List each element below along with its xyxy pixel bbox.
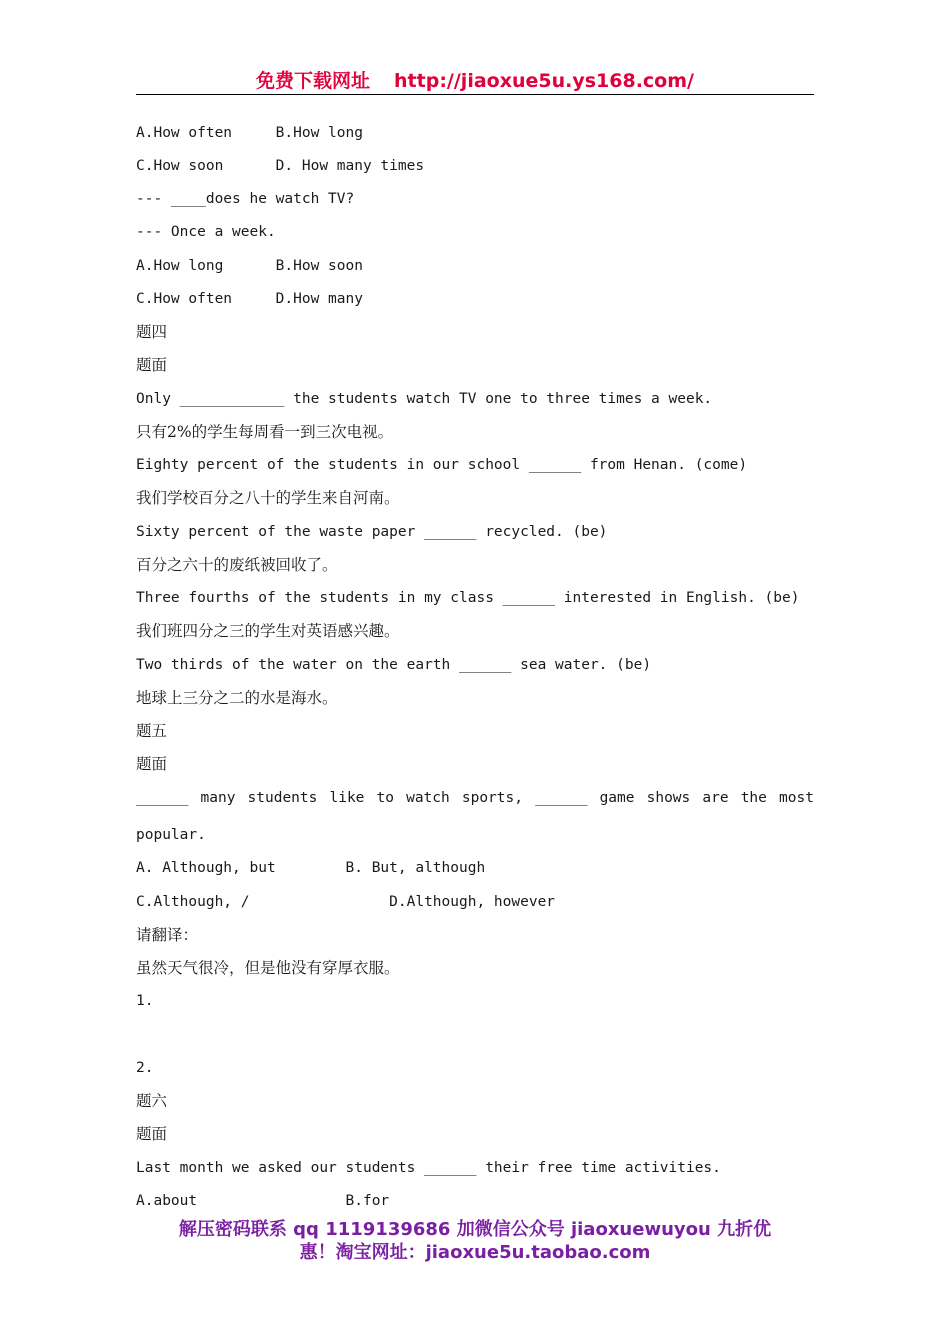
section-title: 题四	[136, 323, 168, 341]
header-url[interactable]: http://jiaoxue5u.ys168.com/	[394, 70, 694, 92]
word: like	[329, 790, 365, 806]
translation-line: 我们班四分之三的学生对英语感兴趣。	[136, 622, 400, 640]
translation-line: 地球上三分之二的水是海水。	[136, 689, 338, 707]
instruction-line: 请翻译：	[136, 926, 199, 944]
header-label: 免费下载网址	[256, 70, 371, 92]
translation-line: 只有2%的学生每周看一到三次电视。	[136, 423, 394, 441]
word: shows	[646, 790, 691, 806]
answer-number: 2.	[136, 1060, 154, 1076]
section-subtitle: 题面	[136, 356, 168, 374]
section-title: 题五	[136, 722, 168, 740]
page-header	[136, 66, 814, 95]
exercise-line: Eighty percent of the students in our school ______ from Henan. (come)	[136, 457, 748, 473]
option-line: C.How often D.How many	[136, 291, 363, 307]
option-line: A.How long B.How soon	[136, 258, 363, 274]
word: are	[702, 790, 729, 806]
footer-line-2[interactable]: 惠！淘宝网址：jiaoxue5u.taobao.com	[299, 1242, 651, 1263]
exercise-line: Only ____________ the students watch TV one to three times a week.	[136, 391, 713, 407]
justified-question-line	[136, 788, 814, 808]
word: most	[779, 790, 814, 806]
section-subtitle: 题面	[136, 755, 168, 773]
option-line: A.about B.for	[136, 1193, 390, 1209]
word: watch	[406, 790, 450, 806]
dialog-line: --- ____does he watch TV?	[136, 191, 355, 207]
translation-line: 百分之六十的废纸被回收了。	[136, 556, 338, 574]
exercise-line: Two thirds of the water on the earth ______ sea water. (be)	[136, 657, 652, 673]
word: to	[376, 790, 394, 806]
translation-line: 我们学校百分之八十的学生来自河南。	[136, 489, 400, 507]
word: the	[740, 790, 767, 806]
exercise-line: Sixty percent of the waste paper ______ recycled. (be)	[136, 524, 608, 540]
exercise-line: Last month we asked our students ______ their free time activities.	[136, 1160, 721, 1176]
option-line: C.Although, / D.Although, however	[136, 894, 556, 910]
word: ______	[136, 790, 189, 806]
section-title: 题六	[136, 1092, 168, 1110]
translation-prompt: 虽然天气很冷，但是他没有穿厚衣服。	[136, 959, 400, 977]
word: many	[200, 790, 236, 806]
dialog-line: --- Once a week.	[136, 224, 276, 240]
word: game	[599, 790, 635, 806]
page-footer	[136, 1218, 814, 1264]
word: sports,	[461, 790, 523, 806]
option-line: C.How soon D. How many times	[136, 158, 425, 174]
section-subtitle: 题面	[136, 1125, 168, 1143]
answer-number: 1.	[136, 993, 154, 1009]
word: students	[247, 790, 318, 806]
option-line: A. Although, but B. But, although	[136, 860, 486, 876]
option-line: A.How often B.How long	[136, 125, 363, 141]
word: ______	[535, 790, 588, 806]
footer-line-1: 解压密码联系 qq 1119139686 加微信公众号 jiaoxuewuyou 九折优	[178, 1219, 772, 1240]
question-line: popular.	[136, 827, 206, 843]
exercise-line: Three fourths of the students in my class ______ interested in English. (be)	[136, 590, 800, 606]
